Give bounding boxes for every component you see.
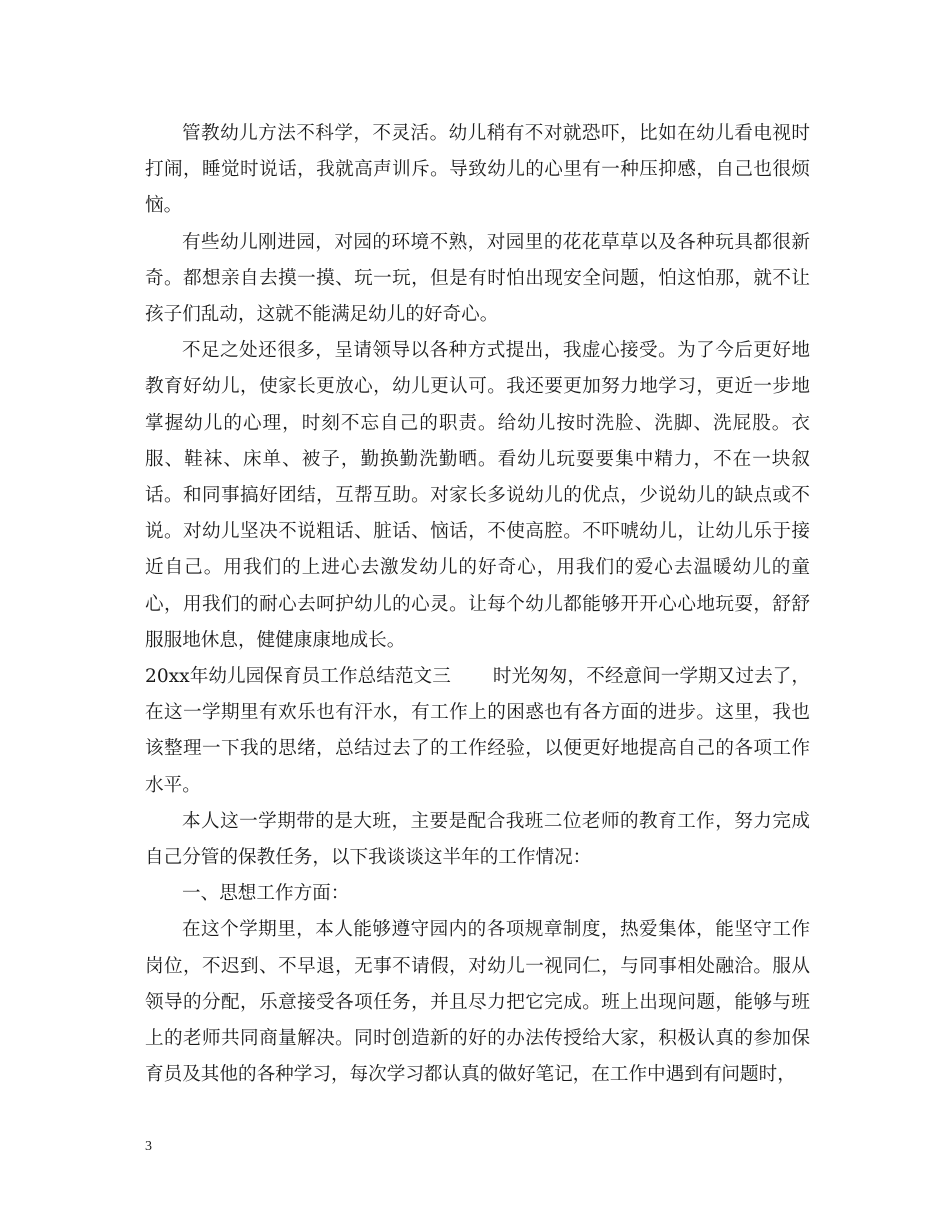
paragraph-ideological-work: 在这个学期里，本人能够遵守园内的各项规章制度，热爱集体，能坚守工作岗位，不迟到、不早退，无事不请假，对幼儿一视同仁，与同事相处融洽。服从领导的分配，乐意接受各项任务，并且尽力把它完成。班上出现问题，能够与班上的老师共同商量解决。同时创造新的好的办法传授给大家，积极认真的参加保育员及其他的各种学习，每次学习都认真的做好笔记，在工作中遇到有问题时， — [145, 919, 810, 1086]
section-title: 20xx年幼儿园保育员工作总结范文三 — [145, 666, 451, 688]
document-body — [145, 116, 810, 1093]
paragraph-improvements: 不足之处还很多，呈请领导以各种方式提出，我虚心接受。为了今后更好地教育好幼儿，使家长更放心，幼儿更认可。我还要更加努力地学习，更近一步地掌握幼儿的心理，时刻不忘自己的职责。给幼儿按时洗脸、洗脚、洗屁股。衣服、鞋袜、床单、被子，勤换勤洗勤晒。看幼儿玩耍要集中精力，不在一块叙话。和同事搞好团结，互帮互助。对家长多说幼儿的优点，少说幼儿的缺点或不说。对幼儿坚决不说粗话、脏话、恼话，不使高腔。不吓唬幼儿，让幼儿乐于接近自己。用我们的上进心去激发幼儿的好奇心，用我们的爱心去温暖幼儿的童心，用我们的耐心去呵护幼儿的心灵。让每个幼儿都能够开开心心地玩耍，舒舒服服地休息，健健康康地成长。 — [145, 340, 810, 651]
section-heading-paragraph — [145, 659, 810, 804]
paragraph-class-assignment: 本人这一学期带的是大班，主要是配合我班二位老师的教育工作，努力完成自己分管的保教任务，以下我谈谈这半年的工作情况： — [145, 810, 810, 869]
section-intro: 时光匆匆，不经意间一学期又过去了，在这一学期里有欢乐也有汗水，有工作上的困惑也有各方面的进步。这里，我也该整理一下我的思绪，总结过去了的工作经验，以便更好地提高自己的各项工作水平。 — [145, 666, 810, 796]
subheading-ideological-work: 一、思想工作方面： — [182, 883, 350, 905]
paragraph-new-children-curiosity: 有些幼儿刚进园，对园的环境不熟，对园里的花花草草以及各种玩具都很新奇。都想亲自去摸一摸、玩一玩，但是有时怕出现安全问题，怕这怕那，就不让孩子们乱动，这就不能满足幼儿的好奇心。 — [145, 231, 810, 326]
paragraph-discipline-methods: 管教幼儿方法不科学，不灵活。幼儿稍有不对就恐吓，比如在幼儿看电视时打闹，睡觉时说话，我就高声训斥。导致幼儿的心里有一种压抑感，自己也很烦恼。 — [145, 123, 810, 217]
page-number: 3 — [145, 1139, 152, 1154]
